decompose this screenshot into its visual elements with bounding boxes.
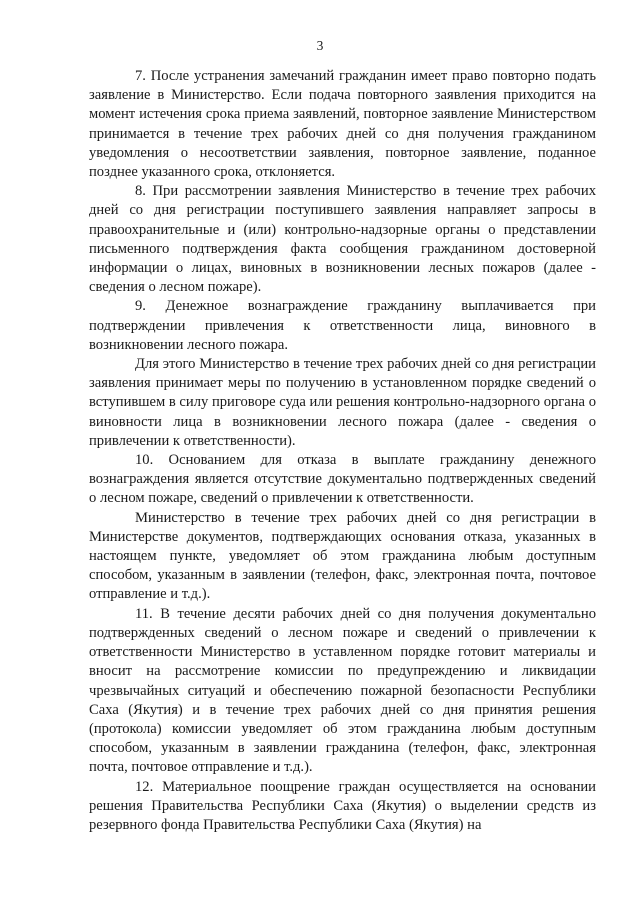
paragraph-item-8: 8. При рассмотрении заявления Министерство в течение трех рабочих дней со дня регистрации поступившего заявления направляет запросы в правоохранительные и (или) контрольно-надзорные органы о представлении письменного подтверждения факта сообщения гражданином достоверной информации о лицах, виновных в возникновении лесных пожаров (далее - сведения о лесном пожаре).: [89, 183, 596, 296]
document-body: [89, 67, 596, 835]
paragraph-item-10-continuation: Министерство в течение трех рабочих дней со дня регистрации в Министерстве документов, подтверждающих основания отказа, указанных в настоящем пункте, уведомляет об этом гражданина любым доступным способом, указанным в заявлении (телефон, факс, электронная почта, почтовое отправление и т.д.).: [89, 509, 596, 603]
paragraph-item-9: 9. Денежное вознаграждение гражданину выплачивается при подтверждении привлечения к ответственности лица, виновного в возникновении лесного пожара.: [89, 298, 596, 353]
paragraph-item-11: 11. В течение десяти рабочих дней со дня получения документально подтвержденных сведений о лесном пожаре и сведений о привлечении к ответственности Министерство в уставленном порядке готовит материалы и вносит на рассмотрение комиссии по предупреждению и ликвидации чрезвычайных ситуаций и обеспечению пожарной безопасности Республики Саха (Якутия) и в течение трех рабочих дней со дня принятия решения (протокола) комиссии уведомляет об этом гражданина любым доступным способом, указанным в заявлении гражданина (телефон, факс, электронная почта, почтовое отправление и т.д.).: [89, 605, 596, 776]
paragraph-item-7: 7. После устранения замечаний гражданин имеет право повторно подать заявление в Министерство. Если подача повторного заявления приходится на момент истечения срока приема заявлений, повторное заявление Министерством принимается в течение трех рабочих дней со дня получения гражданином уведомления о несоответствии заявления, повторное заявление, поданное позднее указанного срока, отклоняется.: [89, 68, 596, 181]
paragraph-item-12: 12. Материальное поощрение граждан осуществляется на основании решения Правительства Республики Саха (Якутия) о выделении средств из резервного фонда Правительства Республики Саха (Якутия) на: [89, 778, 596, 833]
paragraph-item-9-continuation: Для этого Министерство в течение трех рабочих дней со дня регистрации заявления принимает меры по получению в установленном порядке сведений о вступившем в силу приговоре суда или решения контрольно-надзорного органа о виновности лица в возникновении лесного пожара (далее - сведения о привлечении к ответственности).: [89, 356, 596, 449]
paragraph-item-10: 10. Основанием для отказа в выплате гражданину денежного вознаграждения является отсутствие документально подтвержденных сведений о лесном пожаре, сведений о привлечении к ответственности.: [89, 452, 596, 507]
page-number: 3: [316, 38, 324, 53]
